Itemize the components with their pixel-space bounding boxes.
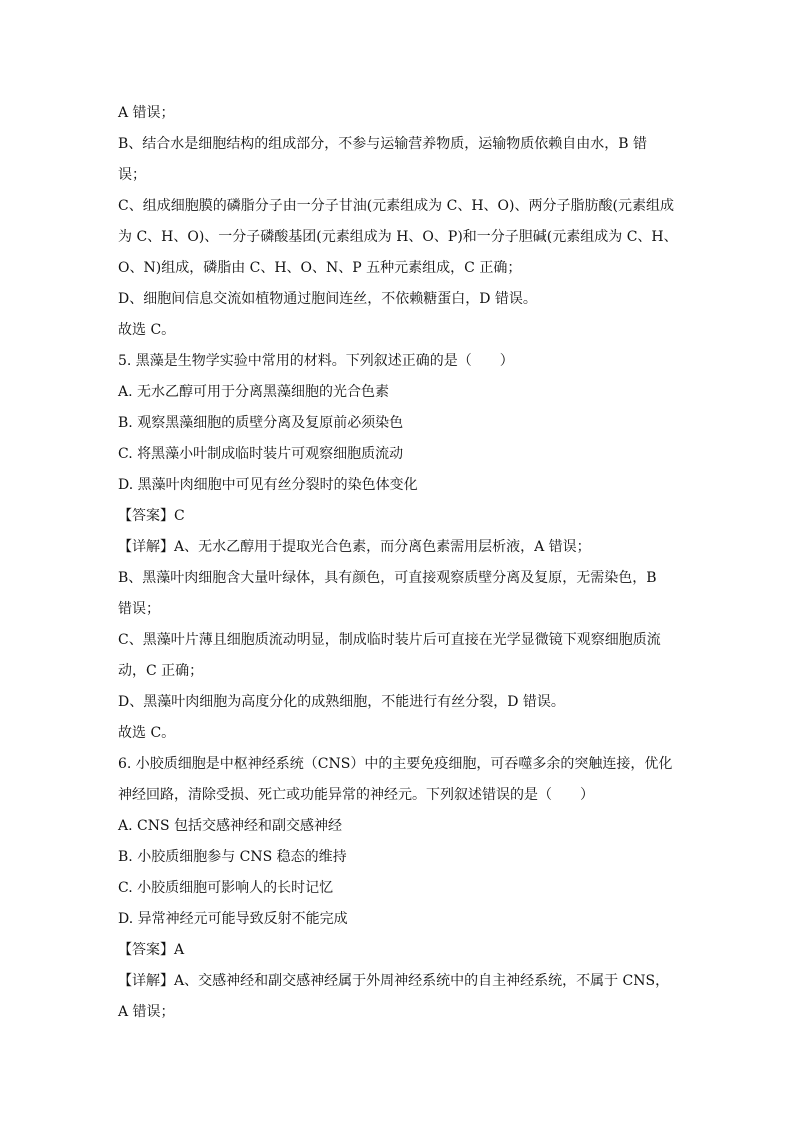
question-6-answer: 【答案】A (118, 942, 185, 958)
text-line: C、组成细胞膜的磷脂分子由一分子甘油(元素组成为 C、H、O)、两分子脂肪酸(元素组成 (118, 198, 674, 214)
text-line: A 错误； (118, 105, 175, 121)
text-line: C、黑藻叶片薄且细胞质流动明显，制成临时装片后可直接在光学显微镜下观察细胞质流 (118, 632, 661, 648)
question-5-option-b: B. 观察黑藻细胞的质壁分离及复原前必须染色 (118, 415, 404, 431)
text-line: B、结合水是细胞结构的组成部分，不参与运输营养物质，运输物质依赖自由水，B 错 (118, 136, 648, 152)
question-6-option-a: A. CNS 包括交感神经和副交感神经 (118, 818, 343, 834)
text-line: O、N)组成，磷脂由 C、H、O、N、P 五种元素组成，C 正确； (118, 260, 522, 276)
question-5-stem: 5. 黑藻是生物学实验中常用的材料。下列叙述正确的是（ ） (118, 353, 514, 369)
text-line: D、黑藻叶肉细胞为高度分化的成熟细胞，不能进行有丝分裂，D 错误。 (118, 694, 565, 710)
text-line: A 错误； (118, 1004, 175, 1020)
text-line: 为 C、H、O)、一分子磷酸基团(元素组成为 H、O、P)和一分子胆碱(元素组成为 C、H、 (118, 229, 678, 245)
question-6-stem-cont: 神经回路，清除受损、死亡或功能异常的神经元。下列叙述错误的是（ ） (118, 787, 594, 803)
question-5-answer: 【答案】C (118, 508, 185, 524)
question-5-option-c: C. 将黑藻小叶制成临时装片可观察细胞质流动 (118, 446, 404, 462)
question-6-option-c: C. 小胶质细胞可影响人的长时记忆 (118, 880, 334, 896)
text-line: 故选 C。 (118, 322, 176, 338)
text-line: 误； (118, 167, 146, 183)
question-5-option-d: D. 黑藻叶肉细胞中可见有丝分裂时的染色体变化 (118, 477, 418, 493)
question-6-option-b: B. 小胶质细胞参与 CNS 稳态的维持 (118, 849, 347, 865)
question-5-explanation: 【详解】A、无水乙醇用于提取光合色素，而分离色素需用层析液，A 错误； (118, 539, 591, 555)
text-line: B、黑藻叶肉细胞含大量叶绿体，具有颜色，可直接观察质壁分离及复原，无需染色，B (118, 570, 657, 586)
text-line: 错误； (118, 601, 160, 617)
question-5-option-a: A. 无水乙醇可用于分离黑藻细胞的光合色素 (118, 384, 390, 400)
text-line: D、细胞间信息交流如植物通过胞间连丝，不依赖糖蛋白，D 错误。 (118, 291, 537, 307)
question-6-explanation: 【详解】A、交感神经和副交感神经属于外周神经系统中的自主神经系统，不属于 CNS， (118, 973, 670, 989)
text-line: 故选 C。 (118, 725, 176, 741)
question-6-stem: 6. 小胶质细胞是中枢神经系统（CNS）中的主要免疫细胞，可吞噬多余的突触连接，优化 (118, 756, 673, 772)
question-6-option-d: D. 异常神经元可能导致反射不能完成 (118, 911, 348, 927)
text-line: 动，C 正确； (118, 663, 204, 679)
